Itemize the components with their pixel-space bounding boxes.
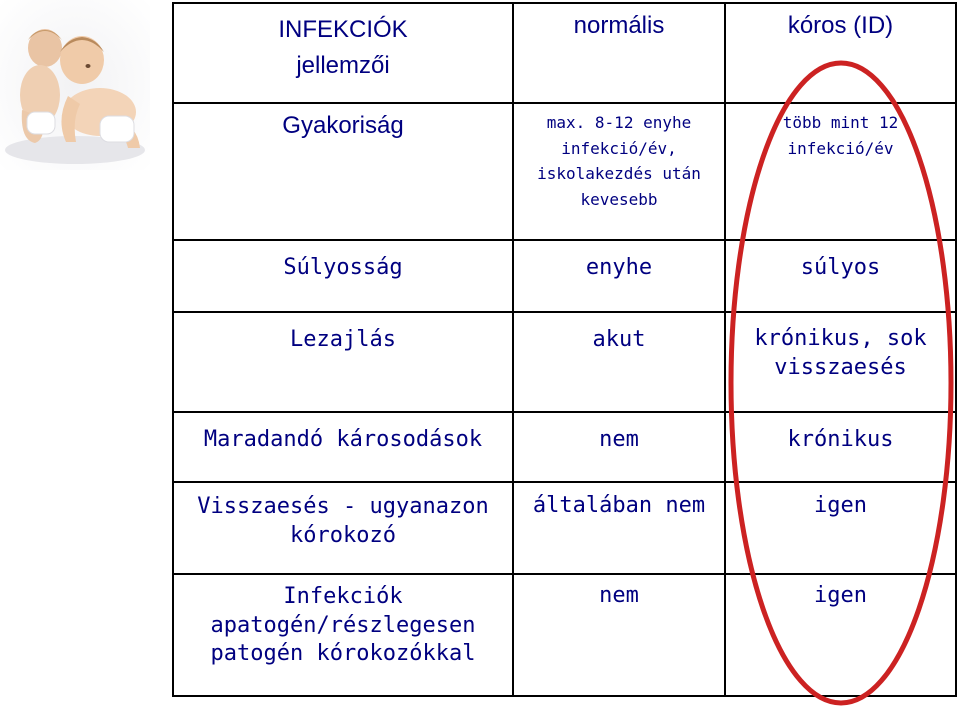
normal-value: akut bbox=[592, 327, 646, 352]
pathologic-cell bbox=[725, 412, 956, 482]
pathologic-value: krónikus bbox=[787, 427, 894, 452]
row-label-cell bbox=[173, 240, 513, 312]
row-label-cell bbox=[173, 103, 513, 240]
infection-table bbox=[172, 2, 957, 697]
pathologic-cell bbox=[725, 574, 956, 696]
pathologic-value-line: krónikus, sok bbox=[754, 326, 927, 351]
normal-cell bbox=[513, 103, 725, 240]
pathologic-value bbox=[726, 104, 955, 161]
row-label: Gyakoriság bbox=[282, 112, 404, 139]
normal-cell bbox=[513, 574, 725, 696]
normal-value-line: kevesebb bbox=[580, 189, 658, 209]
normal-cell bbox=[513, 412, 725, 482]
table-row-frequency bbox=[173, 103, 956, 240]
header-pathologic: kóros (ID) bbox=[787, 12, 894, 39]
normal-value: nem bbox=[599, 583, 639, 608]
normal-value-line: iskolakezdés után bbox=[537, 164, 701, 184]
row-label-line: kórokozó bbox=[290, 522, 396, 548]
pathologic-cell bbox=[725, 240, 956, 312]
pathologic-value: igen bbox=[814, 493, 867, 518]
normal-value bbox=[514, 104, 724, 212]
row-label-line: patogén kórokozókkal bbox=[210, 641, 476, 667]
row-label: Lezajlás bbox=[290, 327, 396, 352]
table-header-row bbox=[173, 3, 956, 103]
row-label-cell bbox=[173, 412, 513, 482]
header-label-cell bbox=[173, 3, 513, 103]
header-label-line: jellemzői bbox=[296, 52, 390, 79]
normal-cell bbox=[513, 482, 725, 574]
table-row-relapse bbox=[173, 482, 956, 574]
table-row-severity bbox=[173, 240, 956, 312]
row-label bbox=[174, 575, 512, 669]
pathologic-cell bbox=[725, 312, 956, 412]
normal-value: általában nem bbox=[532, 493, 706, 518]
row-label: Súlyosság bbox=[283, 255, 403, 280]
row-label bbox=[174, 483, 512, 550]
pathologic-cell bbox=[725, 103, 956, 240]
header-normal: normális bbox=[573, 12, 665, 39]
header-label bbox=[174, 4, 512, 84]
row-label: Maradandó károsodások bbox=[203, 427, 483, 452]
pathologic-value-line: több mint 12 bbox=[782, 113, 899, 132]
pathologic-cell bbox=[725, 482, 956, 574]
normal-cell bbox=[513, 240, 725, 312]
pathologic-value bbox=[726, 313, 955, 382]
row-label-cell bbox=[173, 482, 513, 574]
header-normal-cell bbox=[513, 3, 725, 103]
row-label-cell bbox=[173, 312, 513, 412]
header-pathologic-cell bbox=[725, 3, 956, 103]
table-row-apathogenic bbox=[173, 574, 956, 696]
pathologic-value-line: infekció/év bbox=[787, 138, 894, 158]
row-label-line: Infekciók bbox=[283, 584, 403, 609]
pathologic-value: igen bbox=[814, 583, 867, 608]
row-label-cell bbox=[173, 574, 513, 696]
table-row-course bbox=[173, 312, 956, 412]
row-label-line: apatogén/részlegesen bbox=[210, 612, 476, 638]
normal-value-line: infekció/év, bbox=[561, 138, 677, 158]
row-label-line: Visszaesés - ugyanazon bbox=[197, 494, 489, 519]
normal-value-line: max. 8-12 enyhe bbox=[546, 113, 692, 132]
normal-cell bbox=[513, 312, 725, 412]
header-label-line: INFEKCIÓK bbox=[278, 16, 408, 43]
normal-value: enyhe bbox=[585, 255, 653, 280]
pathologic-value-line: visszaesés bbox=[774, 354, 907, 380]
normal-value: nem bbox=[599, 427, 639, 452]
pathologic-value: súlyos bbox=[800, 255, 881, 280]
babies-photo bbox=[0, 0, 150, 170]
table-row-permanent-damage bbox=[173, 412, 956, 482]
